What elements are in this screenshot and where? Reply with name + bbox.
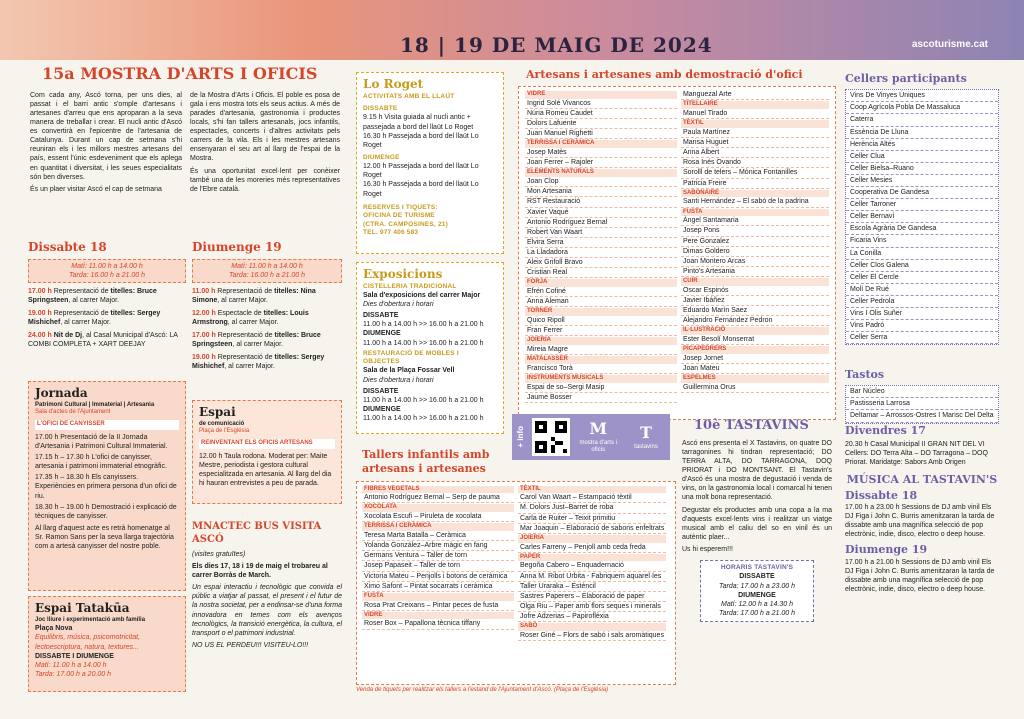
celler-item: Celler El Cercle (846, 272, 998, 284)
celler-item: Vins I Olis Suñer (846, 308, 998, 320)
artisan-name: Javier Ibáñez (681, 296, 829, 306)
event-text: Espectacle de (217, 309, 264, 317)
tatakua-place: Plaça Nova (35, 625, 73, 633)
artesans-list (518, 86, 836, 420)
roget-sub: ACTIVITATS AMB EL LLAÜT (363, 92, 455, 100)
expo-s2d1: DISSABTE (363, 387, 399, 395)
artisan-name: Cristian Real (525, 268, 677, 278)
artisan-name: Francisco Torà (525, 364, 677, 374)
artisan-name: Rosa Prat Creixans – Pintar peces de fusta (362, 601, 514, 611)
event-time: 17.00 h (28, 287, 54, 295)
celler-item: Celler Mesies (846, 175, 998, 187)
roget-off: OFICINA DE TURISME (363, 212, 435, 220)
musica-title: MÚSICA AL TASTAVIN'S (846, 472, 998, 486)
artisan-name: Santi Hernández – El sabó de la padrina (681, 197, 829, 207)
tatakua-box (28, 596, 186, 692)
category-label: JOIERIA (518, 535, 666, 543)
event-text: Representació de (53, 309, 111, 317)
musica-d1: Dissabte 18 (845, 488, 918, 502)
artisan-name: Antonio Rodríguez Bernal (525, 218, 677, 228)
artesans-title: Artesans i artesanes amb demostració d'ofici (526, 68, 803, 81)
event-time: 12.00 h (192, 309, 218, 317)
espai-tag: REINVENTANT ELS OFICIS ARTESANS (199, 439, 335, 449)
tatakua-title: Espai Tatakūa (35, 601, 130, 615)
category-label: TITELLAIRE (681, 101, 829, 109)
category-label: JOIERIA (525, 337, 677, 345)
artisan-name: Carol Van Waart – Estampació tèxtil (518, 493, 666, 503)
artisan-name: Guillermina Orus (681, 383, 829, 393)
event-text: Representació de (217, 287, 275, 295)
mostra-logo: M mostra d'arts i oficis (579, 418, 617, 454)
artisan-name: Pinto's Artesania (681, 267, 829, 277)
artisan-name: Begoña Cabero – Enquadernació (518, 561, 666, 571)
tasto-item: Pastisseria Larrosa (846, 398, 998, 410)
celler-item: Celler Bielsa–Ruano (846, 163, 998, 175)
mnactec-section (192, 520, 342, 650)
event-rest: , al carrer Major. (224, 363, 275, 371)
artisan-name: Josep Jornet (681, 354, 829, 364)
artisan-name: Jofre Adzerias – Papiroflèxia (518, 612, 666, 622)
schedule-event (192, 353, 342, 371)
artisan-name: Quico Ripoll (525, 316, 677, 326)
expo-s2b: Dies d'obertura i horari (363, 376, 434, 384)
expo-title: Exposicions (363, 267, 443, 281)
category-label: FORJA (525, 279, 677, 287)
roget-d1b: 16.30 h Passejada a bord del llaüt Lo Roget (363, 132, 479, 149)
musica-d1t: 17.00 h a 23.00 h Sessions de DJ amb vinil Els DJ Figa i John C. Burris amenitzaran la tarda de dissabte amb una magnífica selecció de pop electrònic, indie, disco, electro o deep house. (845, 503, 995, 539)
expo-s1a: Sala d'exposicions del carrer Major (363, 292, 481, 300)
schedule-event (28, 309, 186, 327)
artisan-name: Victoria Mateu – Penjolls i botons de ceràmica (362, 572, 514, 582)
jornada-item: 18.30 h – 19.00 h Demostració i explicació de tècniques de canyisser. (35, 503, 177, 520)
category-label: PAPER (518, 554, 666, 562)
artisan-name: Olga Riu – Paper amb flors seques i minerals (518, 602, 666, 612)
artisan-name: Ximo Safont – Pintat socarrats i ceràmica (362, 582, 514, 592)
jornada-closing: Al llarg d'aquest acte es retrà homenatge al Sr. Ramon Sans per la seva llarga trajectòria com a artesà canyisser del nostre poble. (35, 524, 174, 551)
roget-addr: (CTRA. CAMPOSINES, 21) (363, 220, 448, 228)
artisan-name: Mar Joaquin – Elaboració de sabons enfeltrats (518, 524, 666, 534)
event-bold: titelles: Bruce Springsteen (192, 332, 321, 349)
artisan-name: Espai de so–Sergi Masip (525, 383, 677, 393)
artisan-name: Carla de Ruiter – Teixit primitiu (518, 514, 666, 524)
event-text: Representació de (217, 354, 275, 362)
event-time: 24.00 h (28, 332, 54, 340)
event-bold: titelles: Louis Armstrong (192, 309, 309, 327)
artisan-name: Xavier Vaqué (525, 208, 677, 218)
tatakua-days: DISSABTE I DIUMENGE (35, 652, 114, 660)
espai-sub: de comunicació (199, 420, 245, 427)
event-time: 17.00 h (192, 332, 218, 340)
celler-item: Celler Serra (846, 332, 998, 344)
artisan-name: Dolors Lafuente (525, 119, 677, 129)
diumenge-title: Diumenge 19 (192, 240, 282, 254)
category-label: CUIR (681, 278, 829, 286)
diumenge-section (192, 240, 342, 376)
intro-text-1b: És un plaer visitar Ascó el cap de setmana (30, 185, 162, 193)
expo-s2a: Sala de la Plaça Fossar Vell (363, 367, 455, 375)
website-link[interactable]: ascoturisme.cat (911, 39, 988, 50)
artisan-name: Joan Montero Arcas (681, 257, 829, 267)
espai-title: Espai (199, 405, 236, 419)
div17-text: 20.30 h Casal Municipal II GRAN NIT DEL VI Cellers: DO Terra Alta – DO Tarragona – DOQ Priorat. Maridatge: Sabors Amb Origen (845, 441, 988, 467)
tasto-item: Bar Núcleo (846, 386, 998, 398)
event-text: Representació de (53, 287, 111, 295)
artisan-name: Roser Giné – Flors de sabó i sals aromàtiques (518, 631, 666, 641)
roget-res: RESERVES I TIQUETS: (363, 203, 438, 211)
event-bold: titelles: Nina Simone (192, 287, 316, 304)
artisan-name: Paula Martínez (681, 128, 829, 138)
event-time: 11.00 h (192, 287, 218, 295)
celler-item: Escola Agrària De Gandesa (846, 223, 998, 235)
musica-d2: Diumenge 19 (845, 543, 928, 557)
music-section (845, 424, 999, 594)
artisan-name: Joan Mateu (681, 364, 829, 374)
celler-item: Coop Agrícola Pobla De Massaluca (846, 102, 998, 114)
musica-d2t: 17.00 h a 21.00 h Sessions de DJ amb vinil Els DJ Figa i John C. Burris amenitzaran la tarda de dissabte amb una magnífica selecció de pop electrònic, indie, disco, electro o deep house. (845, 558, 995, 593)
diumenge-hours: Matí: 11.00 h a 14.00 h Tarda: 16.00 h a 21.00 h (192, 259, 342, 283)
info-label: + info (516, 426, 525, 448)
artisan-name: Sastres Paperers – Elaboració de paper (518, 592, 666, 602)
category-label: FIBRES VEGETALS (362, 486, 514, 494)
tastavins-p3: Us hi esperem!!! (682, 545, 733, 553)
roget-d2: DIUMENGE (363, 153, 400, 161)
category-label: TÈXTIL (681, 120, 829, 128)
category-label: TORNER (525, 308, 677, 316)
artisan-name: Joan Clop (525, 177, 677, 187)
event-bold: titelles: Sergey Mishichef (192, 354, 325, 371)
roget-d1a: 9.15 h Visita guiada al nucli antic + passejada a bord del llaüt Lo Roget (363, 114, 474, 131)
artisan-name: Josep Papaseit – Taller de torn (362, 561, 514, 571)
artisan-name: Taller Uraraka – Estèncil (518, 582, 666, 592)
tasto-item: Deltamar – Arrossos-Ostres I Marisc Del Delta (846, 410, 998, 422)
event-rest: , al carrer Major. (227, 319, 279, 327)
event-text: Representació de (217, 332, 275, 340)
celler-item: Herència Altés (846, 139, 998, 151)
tallers-list (356, 481, 676, 685)
tatakua-tarda: Tarda: 17.00 h a 20.00 h (35, 670, 112, 678)
roget-title: Lo Roget (363, 77, 424, 91)
event-rest: , al carrer Major. (232, 341, 284, 349)
tastavins-title: 10è TASTAVINS (694, 418, 809, 433)
expo-s1b: Dies d'obertura i horari (363, 301, 434, 309)
header-banner (0, 0, 1024, 60)
intro-text-2b: És una oportunitat excel·lent per conèixer també una de les moreries més representatives de l'Ebre català. (190, 167, 340, 193)
artisan-name: Alejandro Fernández Pedron (681, 316, 829, 326)
celler-item: La Conilla (846, 248, 998, 260)
artisan-name: Àngel Santamaria (681, 216, 829, 226)
artisan-name: M. Dolors Just–Barret de roba (518, 503, 666, 513)
celler-item: Celler Clua (846, 151, 998, 163)
intro-text-1: Com cada any, Ascó torna, per uns dies, al passat i el barri antic s'omple d'artesans i artesanes d'arreu que ens aproparan a la seva manera de treballar i crear. El nucli antic d'Ascó es convertirà en l'epicentre de l'artesania de Catalunya. Durant un cap de setmana s'hi reuniran els i les millors mestres artesans del país, essent l'únic esdeveniment que els aplega en quantitat i diversitat, i les seues especialitats són ben diverses. (30, 91, 182, 181)
expo-s2h2: 11.00 h a 14.00 h >> 16.00 h a 21.00 h (363, 414, 484, 422)
expo-s1d2: DIUMENGE (363, 330, 401, 338)
schedule-event (192, 331, 342, 349)
artisan-name: Roser Box – Papallona tècnica tiffany (362, 619, 514, 629)
artisan-name: Jaume Bosser (525, 393, 677, 403)
artisan-name: Oscar Espinós (681, 286, 829, 296)
expo-s1h1: 11.00 h a 14.00 h >> 16.00 h a 21.00 h (363, 321, 484, 329)
artisan-name: La Lladadora (525, 248, 677, 258)
celler-item: Molí De Rué (846, 284, 998, 296)
jornada-tag: L'OFICI DE CANYISSER (35, 420, 179, 430)
tallers-title: Tallers infantils amb artesans i artesanes (362, 448, 490, 476)
celler-item: Caterra (846, 114, 998, 126)
category-label: MATALASSER (525, 356, 677, 364)
tastos-title: Tastos (845, 368, 885, 381)
artesans-section (518, 68, 836, 420)
artisan-name: Mon Artesania (525, 187, 677, 197)
artisan-name: Ingrid Solé Vivancos (525, 99, 677, 109)
event-time: 19.00 h (192, 354, 218, 362)
artisan-name: Ester Besolí Monserrat (681, 335, 829, 345)
category-label: PICAPEDRERS (681, 346, 829, 354)
celler-item: Essència De Lluna (846, 127, 998, 139)
expo-s1d1: DISSABTE (363, 312, 399, 320)
tastavins-logo: T tastavins (634, 422, 658, 450)
artisan-name: Yolanda González–Arbre màgic en fang (362, 541, 514, 551)
cellers-title: Cellers participants (845, 72, 967, 85)
roget-d2b: 16.30 h Passejada a bord del llaüt Lo Roget (363, 181, 479, 198)
category-label: ELEMENTS NATURALS (525, 169, 677, 177)
artisan-name: Eduardo Marín Saez (681, 306, 829, 316)
artisan-name: Anna Albert (681, 148, 829, 158)
roget-tel[interactable]: TEL. 977 406 583 (363, 228, 419, 236)
category-label: TERRISSA I CERÀMICA (362, 523, 514, 531)
expo-s2h1: 11.00 h a 14.00 h >> 16.00 h a 21.00 h (363, 396, 484, 404)
jornada-item: 17.35 h – 18.30 h Els canyissers. Experiències en primera persona d'un ofici de riu. (35, 474, 177, 500)
schedule-event (192, 309, 342, 327)
dissabte-hours: Matí: 11.00 h a 14.00 h Tarda: 16.00 h a 21.00 h (28, 259, 186, 283)
event-rest: , al carrer Major. (60, 319, 111, 327)
event-rest: , al Casal Municipal d'Ascó: LA COMBI COMPLETA + XART DEEJAY (28, 332, 178, 349)
roget-d1: DISSABTE (363, 105, 398, 113)
artisan-name: Teresa Marta Batalla – Ceràmica (362, 531, 514, 541)
schedule-event (28, 331, 186, 349)
category-label: SABONAIRE (681, 190, 829, 198)
artisan-name: Manuel Tirado (681, 109, 829, 119)
artisan-name: Núria Romeu Caudet (525, 109, 677, 119)
artisan-name: Antonio Rodríguez Bernal – Serp de pauma (362, 493, 514, 503)
category-label: SABÓ (518, 623, 666, 631)
category-label: TÈXTIL (518, 486, 666, 494)
intro-title: 15a MOSTRA D'ARTS I OFICIS (42, 64, 318, 83)
celler-item: Vins De Vinyes Úniques (846, 90, 998, 102)
artisan-name: Germans Ventura – Taller de torn (362, 551, 514, 561)
jornada-place: Sala d'actes de l'Ajuntament (35, 409, 111, 416)
tastos-list (845, 385, 999, 423)
schedule-event (28, 287, 186, 305)
schedule-event (192, 287, 342, 305)
artisan-name: Juan Manuel Righetti (525, 129, 677, 139)
tallers-section (356, 448, 676, 694)
artisan-name: Josep Matès (525, 148, 677, 158)
jornada-box (28, 381, 186, 591)
tatakua-sub: Joc lliure i experimentació amb família (35, 616, 146, 623)
intro-section (30, 64, 340, 230)
event-date: 18 | 19 DE MAIG DE 2024 (400, 33, 713, 57)
artisan-name: RST Restauració (525, 197, 677, 207)
mnactec-title: MNACTEC BUS VISITA ASCÓ (192, 521, 322, 545)
cellers-list (845, 89, 999, 345)
tatakua-mati: Matí: 11.00 h a 14.00 h (35, 661, 107, 669)
mnactec-sub: (visites gratuïtes) (192, 551, 246, 558)
celler-item: Vins Padró (846, 320, 998, 332)
artisan-name: Mireia Magre (525, 345, 677, 355)
intro-text-2: de la Mostra d'Arts i Oficis. El poble es posa de gala i ens mostra tots els seus actius. A més de parades d'artesania, gastronomia i productes locals, s'hi fan tallers artesanals, jocs infantils, espectacles, concerts i d'altres activitats pels carrers de la vila. Els i les mestres artesans ensenyaran el seu art al llarg de l'espai de la Mostra. (190, 91, 340, 163)
artisan-name: Robert Van Waart (525, 228, 677, 238)
jornada-title: Jornada (35, 386, 88, 400)
celler-item: Celler Pedrola (846, 296, 998, 308)
dissabte-title: Dissabte 18 (28, 240, 107, 254)
artisan-name: Carles Farreny – Penjoll amb ceda freda (518, 543, 666, 553)
category-label: FUSTA (681, 209, 829, 217)
expo-s2d2: DIUMENGE (363, 405, 401, 413)
event-bold: Nit de Dj (53, 332, 83, 340)
artisan-name: Efrén Cofiné (525, 287, 677, 297)
category-label: VIDRE (362, 612, 514, 620)
artisan-name: Fran Ferrer (525, 326, 677, 336)
celler-item: Celler Bernaví (846, 211, 998, 223)
event-rest: , al carrer Major. (217, 296, 268, 304)
event-time: 19.00 h (28, 309, 54, 317)
mnactec-lead: Els dies 17, 18 i 19 de maig el trobareu al carrer Borràs de March. (192, 563, 328, 580)
espai-text: 12.00 h Taula rodona. Moderat per: Maite Mestre, periodista i gestora cultural especialitzada en artesania. Al llarg del dia hi hauran entrevistes a peu de parada. (199, 452, 332, 488)
mnactec-end: NO US EL PERDEU!!! VISITEU-LO!!! (192, 641, 309, 649)
category-label: INSTRUMENTS MUSICALS (525, 375, 677, 383)
cellers-section (845, 72, 999, 345)
artisan-name: Rosa Inés Ovando (681, 158, 829, 168)
category-label: VIDRE (525, 91, 677, 99)
tastavins-section (682, 418, 832, 622)
celler-item: Celler Clos Galena (846, 260, 998, 272)
expo-box (356, 262, 504, 434)
artisan-name: Josep Pons (681, 226, 829, 236)
tastos-section (845, 368, 999, 424)
jornada-sub: Patrimoni Cultural | Immaterial | Artesania (35, 401, 155, 408)
artisan-name: Manguezal Arte (681, 90, 829, 100)
roget-box (356, 72, 504, 254)
category-label: IL·LUSTRACIÓ (681, 327, 829, 335)
dissabte-section (28, 240, 186, 353)
artisan-name: Sorolll de telers – Mònica Fontanilles (681, 168, 829, 178)
artisan-name: Xocolata Escufi – Piruleta de xocolata (362, 512, 514, 522)
celler-item: Cooperativa De Gandesa (846, 187, 998, 199)
mnactec-body: Un espai interactiu i tecnològic que convida el públic a viatjar al passat, el present i el futur de la nostra societat, per a endinsar-se d'una forma innovadora en temes com els avenços tecnològics, la transició energètica, la cultura, el transport o el patrimoni industrial. (192, 584, 342, 637)
espai-place: Plaça de l'Església (199, 428, 250, 435)
expo-s1: CISTELLERIA TRADICIONAL (363, 282, 457, 290)
artisan-name: Elvira Serra (525, 238, 677, 248)
artisan-name: Anna Aleman (525, 297, 677, 307)
div17-title: Divendres 17 (845, 424, 926, 437)
jornada-item: 17.15 h – 17.30 h L'ofici de canyisser, artesania i patrimoni immaterial etnogràfic. (35, 454, 167, 471)
espai-box (192, 400, 342, 504)
category-label: XOCOLATA (362, 504, 514, 512)
artisan-name: Anna M. Ribot Urbita - Fabriquem aquarel·les (518, 572, 666, 582)
roget-d2a: 12.00 h Passejada a bord del llaüt Lo Roget (363, 163, 479, 180)
celler-item: Celler Tarroner (846, 199, 998, 211)
artisan-name: Aleix Grifoll Bravo (525, 258, 677, 268)
tatakua-desc: Equilibris, música, psicomotricitat, lectoescriptura, natura, textures... (35, 634, 141, 651)
category-label: ESPELMES (681, 375, 829, 383)
category-label: FUSTA (362, 593, 514, 601)
event-bold: titelles: Sergey Mishichef (28, 309, 161, 327)
celler-item: Ficaria Vins (846, 235, 998, 247)
expo-s1h2: 11.00 h a 14.00 h >> 16.00 h a 21.00 h (363, 339, 484, 347)
event-bold: titelles: Bruce Springsteen (28, 287, 157, 304)
artisan-name: Patricia Freire (681, 179, 829, 189)
category-label: TERRISSA I CERÀMICA (525, 140, 677, 148)
tastavins-p2: Degustar els productes amb una copa a la ma d'aquests excel·lents vins i realitzar un viatge musical amb el caliu del so en vinil és un autèntic plaer... (682, 506, 832, 541)
tastavins-p1: Ascó ens presenta el X Tastavins, on quatre DO tarragonines hi tindran representació; DO TERRA ALTA, DO TARRAGONA, DOQ PRIORAT i DO MONTSANT. El Tastavin's d'Ascó és una mostra de degustació i venda de vins, on la gastronomia local i comarcal hi tenen una molt bona representació. (682, 439, 832, 502)
expo-s2: RESTAURACIÓ DE MOBLES I OBJECTES (363, 349, 459, 366)
artisan-name: Marisa Huguet (681, 138, 829, 148)
artisan-name: Dimas Goldero (681, 247, 829, 257)
jornada-item: 17.00 h Presentació de la II Jornada d'Artesania i Patrimoni Cultural Immaterial. (35, 433, 168, 451)
tallers-foot: Venda de tiquets per realitzar els tallers a l'estand de l'Ajuntament d'Ascó. (Plaça de l'Església) (356, 686, 609, 693)
tastavins-hours: HORARIS TASTAVIN'S DISSABTE Tarda: 17.00 h a 23.00 h DIUMENGE Matí: 12.00 h a 14.30 h Tarda: 17.00 h a 21.00 h (700, 560, 814, 622)
artisan-name: Pere Gonzalez (681, 237, 829, 247)
artisan-name: Joan Ferrer – Rajoler (525, 158, 677, 168)
event-rest: , al carrer Major. (68, 296, 120, 304)
